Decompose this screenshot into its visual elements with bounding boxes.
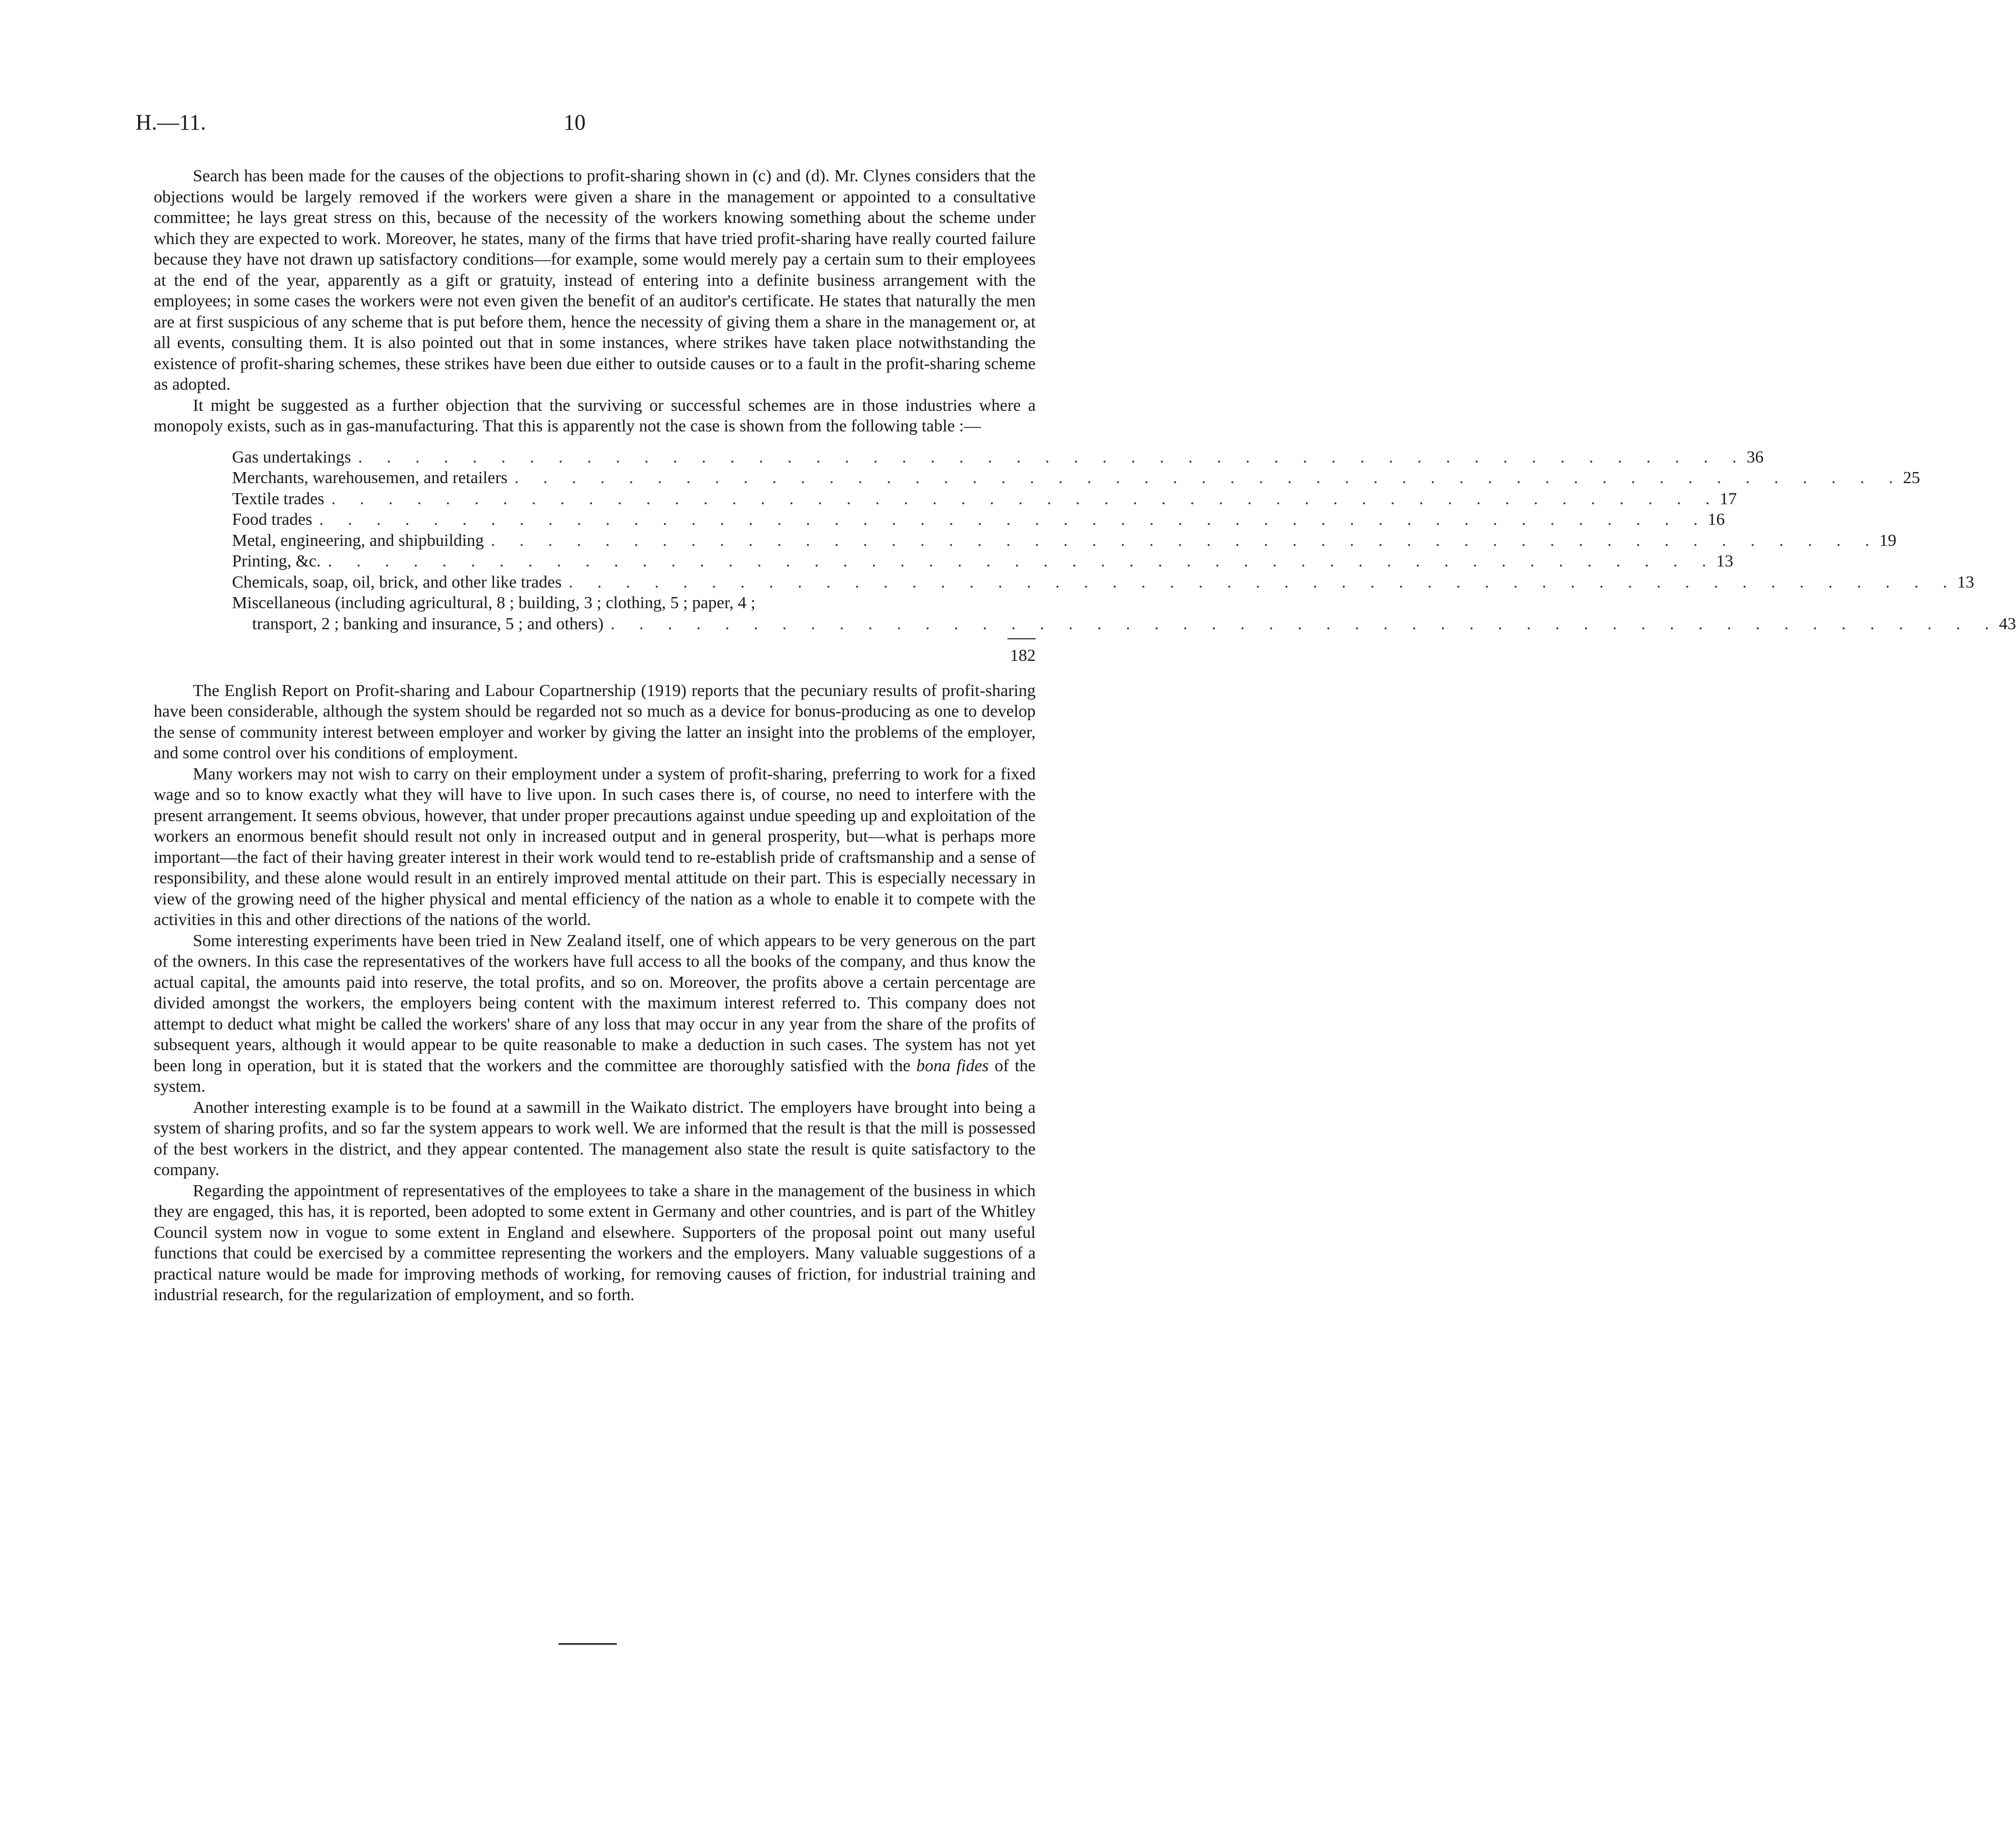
table-row-label: Metal, engineering, and shipbuilding: [232, 531, 484, 550]
table-row-misc: [232, 614, 2016, 635]
table-row: [232, 447, 1764, 468]
table-row-value: 13: [1957, 572, 1974, 592]
table-row-value: 19: [1879, 531, 1896, 550]
table-row-misc-line1: Miscellaneous (including agricultural, 8 ; building, 3 ; clothing, 5 ; paper, 4 ;: [232, 594, 756, 612]
table-row-label: transport, 2 ; banking and insurance, 5 ; and others): [252, 614, 604, 633]
body-text: [154, 166, 2016, 1306]
table-row-label: Printing, &c.: [232, 552, 321, 570]
table-row-label: Food trades: [232, 510, 312, 529]
table-row-label: Gas undertakings: [232, 447, 352, 467]
paragraph-objections-causes: Search has been made for the causes of the objections to profit-sharing shown in (c) and (d). Mr. Clynes considers that the objections would be largely removed if the workers were given a share in the management or appointed to a consultative committee; he lays great stress on this, because of the necessity of the workers knowing something about the scheme under which they are expected to work. Moreover, he states, many of the firms that have tried profit-sharing have really courted failure because they have not drawn up satisfactory conditions—for example, some would merely pay a certain sum to their employees at the end of the year, apparently as a gift or gratuity, instead of entering into a definite business arrangement with the employees; in some cases the workers were not even given the benefit of an auditor's certificate. He states that naturally the men are at first suspicious of any scheme that is put before them, hence the necessity of giving them a share in the management or, at all events, consulting them. It is also pointed out that in some instances, where strikes have taken place notwithstanding the existence of profit-sharing schemes, these strikes have been due either to outside causes or to a fault in the profit-sharing scheme as adopted.: [154, 167, 1036, 394]
table-row-value: 16: [1708, 510, 1725, 529]
table-row: [232, 572, 1974, 593]
document-reference: H.—11.: [136, 110, 206, 135]
paragraph-text: Some interesting experiments have been tried in New Zealand itself, one of which appears to be very generous on the part of the owners. In this case the representatives of the workers have full access to all the books of the company, and thus know the actual capital, the amounts paid into reserve, the total profits, and so on. Moreover, the profits above a certain percentage are divided amongst the workers, the employers being content with the maximum interest referred to. This company does not attempt to deduct what might be called the workers' share of any loss that may occur in any year from the share of the profits of subsequent years, although it would appear to be quite reasonable to make a deduction in such cases. The system has not yet been long in operation, but it is stated that the workers and the committee are thoroughly satisfied with the: [154, 931, 1036, 1075]
table-row-label: Textile trades: [232, 489, 324, 508]
total-rule: [1007, 638, 1036, 645]
paragraph-waikato-sawmill: Another interesting example is to be found at a sawmill in the Waikato district. The employers have brought into being a system of sharing profits, and so far the system appears to work well. We are informed that the result is that the mill is possessed of the best workers in the district, and they appear contented. The management also state the result is quite satisfactory to the company.: [154, 1098, 1036, 1179]
table-row-value: 25: [1903, 469, 1920, 487]
table-row: [232, 530, 1896, 551]
page-header: [136, 109, 1035, 145]
leader-dots: . . . . . . . . . . . . . . . . . . . . . . . . . . . . . . . . . . . . . . . . . . . . . . . . .: [514, 469, 1903, 487]
table-row-label: Chemicals, soap, oil, brick, and other like trades: [232, 572, 562, 592]
industries-table: [232, 447, 2016, 666]
table-row: [232, 489, 1737, 510]
end-rule: [558, 1643, 617, 1645]
paragraph-fixed-wage: Many workers may not wish to carry on their employment under a system of profit-sharing, preferring to work for a fixed wage and so to know exactly what they will have to live upon. In such cases there is, of course, no need to interfere with the present arrangement. It seems obvious, however, that under proper precautions against undue speeding up and exploitation of the workers an enormous benefit should result not only in increased output and in general prosperity, but—what is perhaps more important—the fact of their having greater interest in their work would tend to re-establish pride of craftsmanship and a sense of responsibility, and these alone would result in an entirely improved mental attitude on their part. This is especially necessary in view of the growing need of the higher physical and mental efficiency of the nation as a whole to enable it to compete with the activities in this and other directions of the nations of the world.: [154, 764, 1036, 929]
table-row: [232, 551, 1734, 572]
table-row-value: 36: [1746, 447, 1764, 467]
table-row-value: 13: [1716, 552, 1734, 570]
paragraph-management-representatives: Regarding the appointment of representatives of the employees to take a share in the management of the business in which they are engaged, this has, it is reported, been adopted to some extent in Germany and other countries, and is part of the Whitley Council system now in vogue to some extent in England and elsewhere. Supporters of the proposal point out many useful functions that could be exercised by a committee representing the workers and the employers. Many valuable suggestions of a practical nature would be made for improving methods of working, for removing causes of friction, for industrial training and industrial research, for the regularization of employment, and so forth.: [154, 1181, 1036, 1304]
table-row-value: 43: [1999, 614, 2016, 633]
leader-dots: . . . . . . . . . . . . . . . . . . . . . . . . . . . . . . . . . . . . . . . . . . . . . . . . .: [491, 531, 1879, 550]
italic-term: bona fides: [916, 1056, 989, 1075]
paragraph-english-report: The English Report on Profit-sharing and Labour Copartnership (1919) reports that the pecuniary results of profit-sharing have been considerable, although the system should be regarded not so much as a device for bonus-producing as one to develop the sense of community interest between employer and worker by giving the latter an insight into the problems of the employer, and some control over his conditions of employment.: [154, 681, 1036, 762]
paragraph-new-zealand-experiments: [154, 931, 1036, 1097]
leader-dots: . . . . . . . . . . . . . . . . . . . . . . . . . . . . . . . . . . . . . . . . . . . . . . . . .: [569, 572, 1957, 592]
paragraph-text: of the system.: [154, 1056, 1036, 1096]
leader-dots: . . . . . . . . . . . . . . . . . . . . . . . . . . . . . . . . . . . . . . . . . . . . . . . . .: [327, 552, 1717, 570]
paragraph-monopoly-objection: It might be suggested as a further objection that the surviving or successful schemes are in those industries where a monopoly exists, such as in gas-manufacturing. That this is apparently not the case is shown from the following table :—: [154, 396, 1036, 435]
table-total: 182: [1010, 646, 1036, 665]
table-row-label: Merchants, warehousemen, and retailers: [232, 469, 508, 487]
leader-dots: . . . . . . . . . . . . . . . . . . . . . . . . . . . . . . . . . . . . . . . . . . . . . . . . .: [331, 489, 1720, 508]
table-row: [232, 509, 1725, 530]
leader-dots: . . . . . . . . . . . . . . . . . . . . . . . . . . . . . . . . . . . . . . . . . . . . . . . . .: [319, 510, 1708, 529]
leader-dots: . . . . . . . . . . . . . . . . . . . . . . . . . . . . . . . . . . . . . . . . . . . . . . . . .: [610, 614, 1999, 633]
leader-dots: . . . . . . . . . . . . . . . . . . . . . . . . . . . . . . . . . . . . . . . . . . . . . . . . .: [358, 447, 1747, 467]
page-number: 10: [564, 110, 586, 135]
table-row-value: 17: [1720, 489, 1737, 508]
table-row: [232, 468, 1920, 489]
